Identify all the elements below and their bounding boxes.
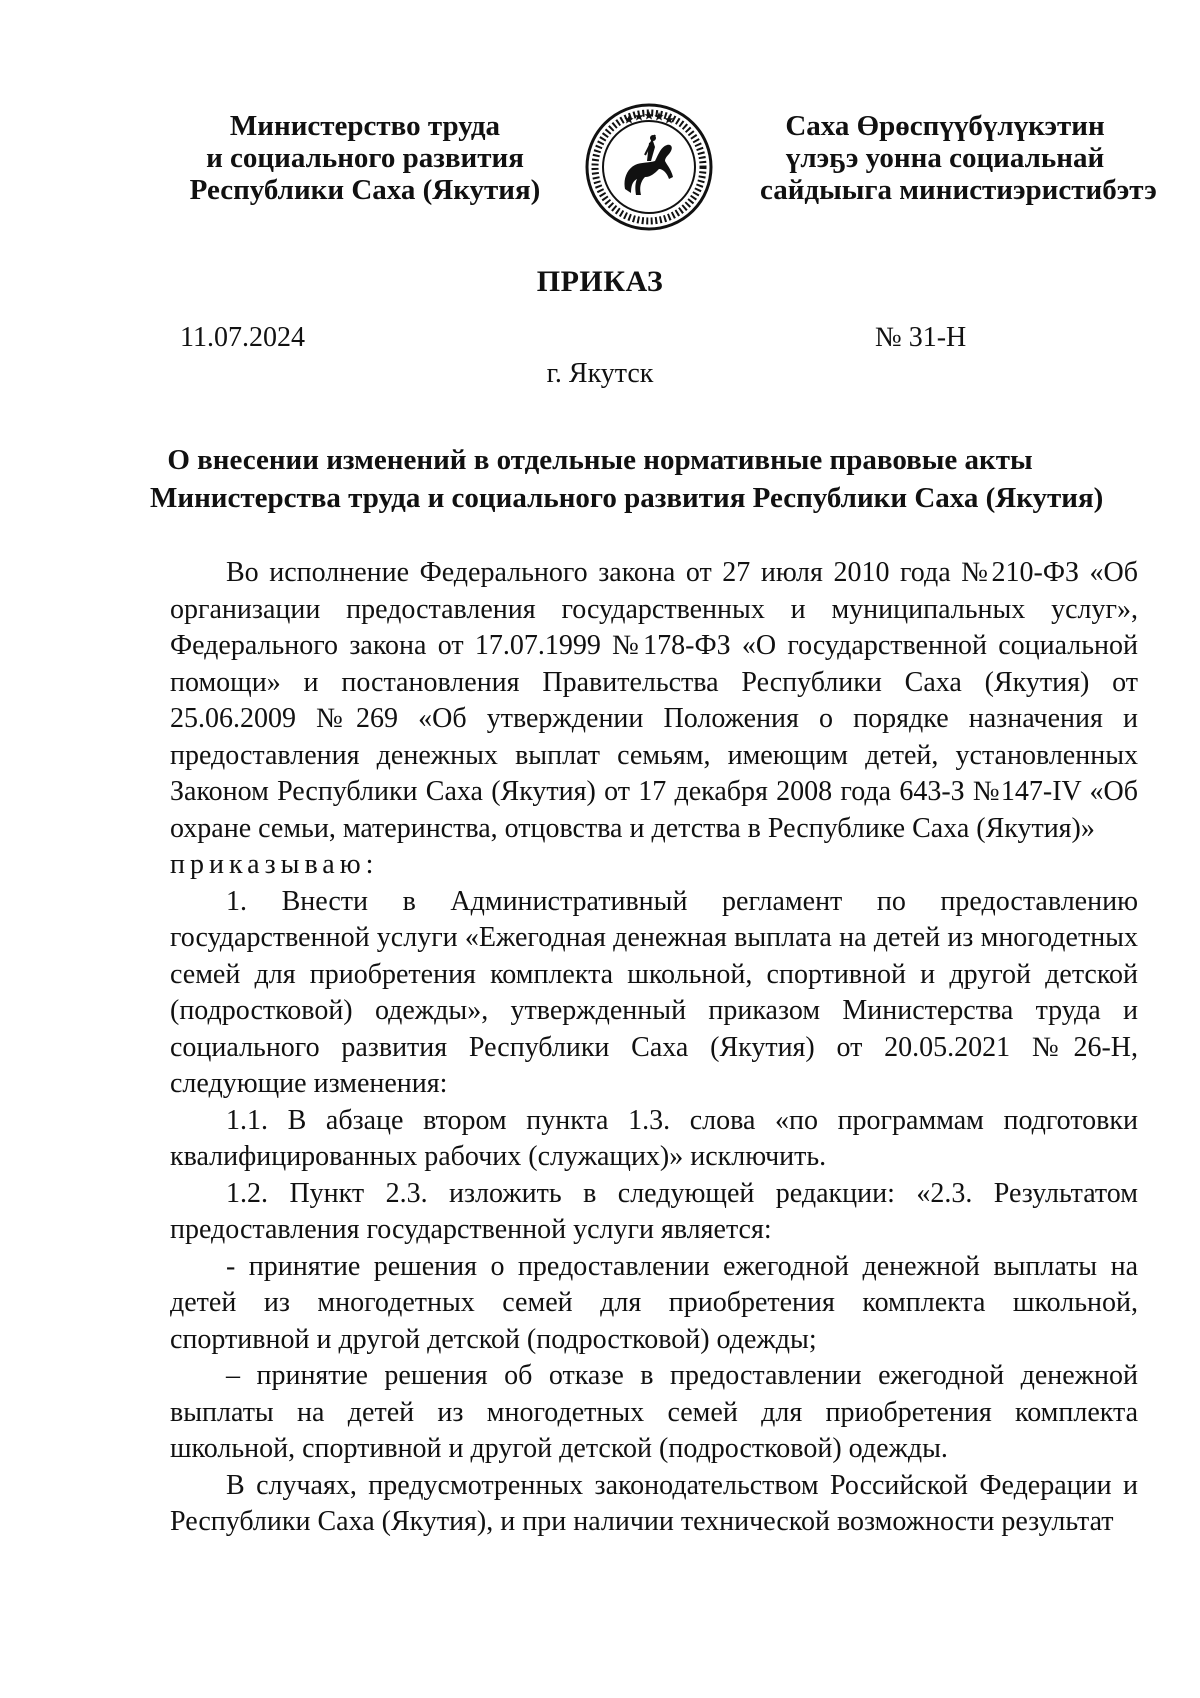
ministry-name-russian bbox=[170, 110, 560, 206]
body-paragraph: - принятие решения о предоставлении ежегодной денежной выплаты на детей из многодетных семей для приобретения комплекта школьной, спортивной и другой детской (подростковой) одежды; bbox=[170, 1250, 1138, 1355]
document-city: г. Якутск bbox=[546, 358, 654, 389]
document-subject bbox=[150, 441, 1104, 517]
subject-line: О внесении изменений в отдельные нормативные правовые акты bbox=[167, 444, 1033, 476]
ministry-name-line: Республики Саха (Якутия) bbox=[189, 174, 541, 206]
ministry-name-line: Саха Өрөспүүбүлүкэтин bbox=[785, 110, 1105, 142]
body-paragraph: 1.1. В абзаце втором пункта 1.3. слова «по программам подготовки квалифицированных рабочих (служащих)» исключить. bbox=[170, 1104, 1138, 1172]
ministry-name-line: и социального развития bbox=[206, 142, 524, 174]
body-paragraph: В случаях, предусмотренных законодательством Российской Федерации и Республики Саха (Якутия), и при наличии технической возможности результат bbox=[170, 1469, 1138, 1537]
body-paragraph: 1. Внести в Административный регламент по предоставлению государственной услуги «Ежегодная денежная выплата на детей из многодетных семей для приобретения комплекта школьной, спортивной и другой детской (подростковой) одежды», утвержденный приказом Министерства труда и социального развития Республики Саха (Якутия) от 20.05.2021 №26-Н, следующие изменения: bbox=[170, 885, 1138, 1099]
document-date: 11.07.2024 bbox=[180, 322, 305, 353]
body-paragraph: – принятие решения об отказе в предоставлении ежегодной денежной выплаты на детей из многодетных семей для приобретения комплекта школьной, спортивной и другой детской (подростковой) одежды. bbox=[170, 1360, 1138, 1464]
ministry-name-yakut bbox=[760, 110, 1157, 206]
ministry-name-line: үлэҕэ уонна социальнай bbox=[785, 142, 1105, 174]
document-number: № 31-Н bbox=[875, 322, 967, 353]
coat-of-arms-emblem bbox=[585, 103, 713, 231]
ministry-name-line: сайдыыга министиэристибэтэ bbox=[760, 174, 1157, 206]
ministry-name-line: Министерство труда bbox=[229, 110, 501, 142]
body-paragraph: Во исполнение Федерального закона от 27 июля 2010 года №210-ФЗ «Об организации предоставления государственных и муниципальных услуг», Федерального закона от 17.07.1999 №178-ФЗ «О государственной социальной помощи» и постановления Правительства Республики Саха (Якутия) от 25.06.2009 №269 «Об утверждении Положения о порядке назначения и предоставления денежных выплат семьям, имеющим детей, установленных Законом Республики Саха (Якутия) от 17 декабря 2008 года 643-З №147-IV «Об охране семьи, материнства, отцовства и детства в Республике Саха (Якутия)» bbox=[170, 557, 1138, 844]
document-type-title: ПРИКАЗ bbox=[536, 265, 664, 298]
order-word: приказываю: bbox=[170, 849, 379, 880]
body-paragraph: 1.2. Пункт 2.3. изложить в следующей редакции: «2.3. Результатом предоставления государственной услуги является: bbox=[170, 1177, 1138, 1245]
document-body bbox=[170, 555, 1138, 1541]
subject-line: Министерства труда и социального развития Республики Саха (Якутия) bbox=[150, 482, 1104, 514]
